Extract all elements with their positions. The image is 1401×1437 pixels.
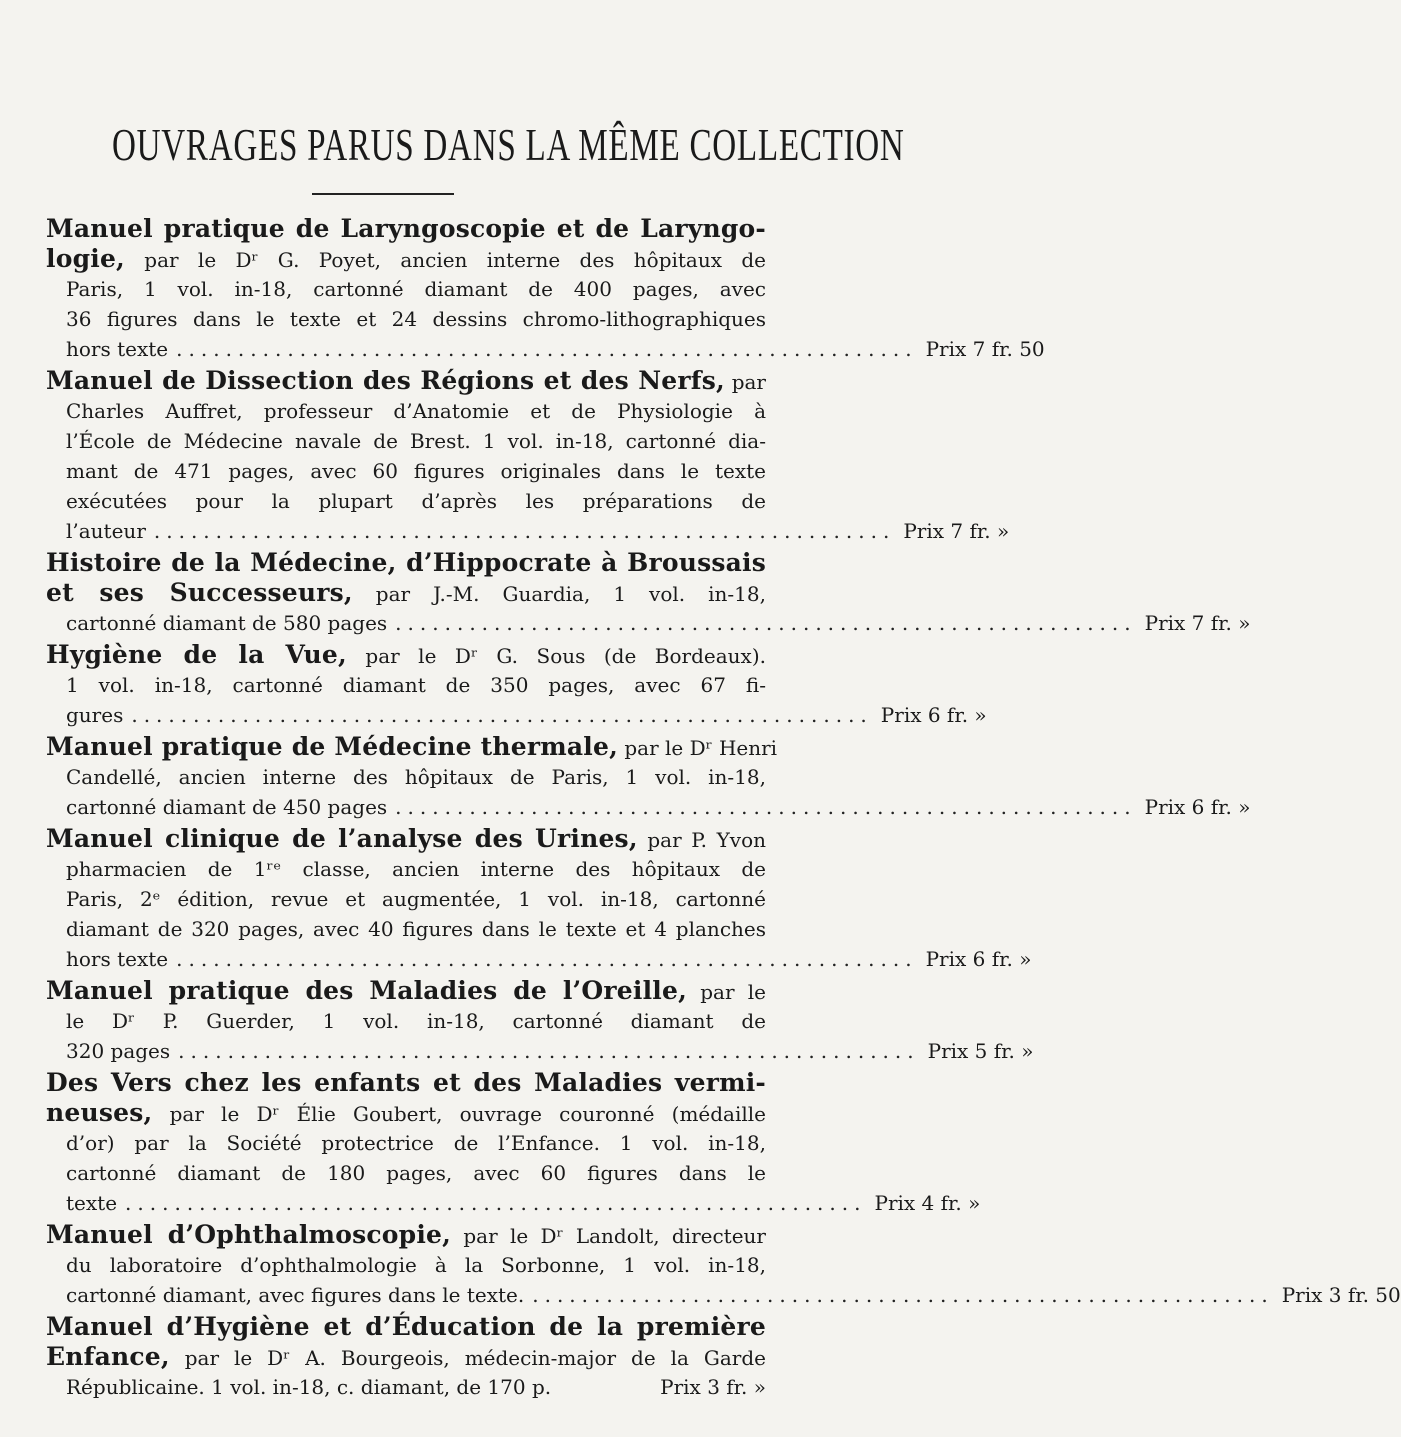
entry-text-line: [46, 396, 766, 426]
entry-price-line: [46, 608, 1251, 638]
entry-price: Prix 4 fr. »: [874, 1191, 981, 1215]
entry-text-line: [46, 1098, 766, 1128]
entry-text: mant de 471 pages, avec 60 figures originales dans le texte: [66, 459, 766, 483]
entry-price-line: [46, 1036, 1034, 1066]
entry-title-tail: par le: [686, 980, 766, 1004]
heading-rule: [312, 193, 454, 195]
entry-text-line: [46, 456, 766, 486]
entry-title-line: [46, 976, 766, 1006]
entry-text-line: [46, 304, 766, 334]
entry-title-line: [46, 732, 778, 762]
entry-price: Prix 3 fr. 50: [1281, 1283, 1401, 1307]
entry-price: Prix 6 fr. »: [925, 947, 1032, 971]
entry-title-tail: par le Dʳ Landolt, directeur: [451, 1224, 766, 1248]
entry-price: Prix 5 fr. »: [927, 1039, 1034, 1063]
entry-text-line: [46, 1158, 766, 1188]
dot-leader: [559, 1372, 652, 1402]
entry-text: par le Dʳ A. Bourgeois, médecin-major de la Garde: [169, 1346, 766, 1370]
entry-title: Manuel d’Hygiène et d’Éducation de la première: [46, 1312, 766, 1341]
entry-title: Manuel de Dissection des Régions et des Nerfs,: [46, 366, 725, 395]
dot-leader: ............................................................: [176, 337, 918, 361]
entry-title-line: [46, 214, 766, 244]
entry-tail-text: texte: [66, 1191, 118, 1215]
entry-text-line: [46, 854, 766, 884]
dot-leader: ............................................................: [532, 1283, 1274, 1307]
entry-price: Prix 6 fr. »: [880, 703, 987, 727]
entry-text: l’École de Médecine navale de Brest. 1 vol. in-18, cartonné dia-: [66, 429, 766, 453]
entry-text-line: [46, 274, 766, 304]
entry-price-line: [46, 1188, 981, 1218]
entry-tail-text: hors texte: [66, 947, 169, 971]
entry-title-line: [46, 1220, 766, 1250]
entry-price: Prix 7 fr. »: [903, 519, 1010, 543]
catalog-entry: [46, 1220, 1401, 1310]
entry-text-line: [46, 1342, 766, 1372]
entry-text: Candellé, ancien interne des hôpitaux de Paris, 1 vol. in-18,: [66, 765, 766, 789]
dot-leader: ............................................................: [153, 519, 896, 543]
catalog-entry: [46, 732, 1251, 822]
entry-text: du laboratoire d’ophthalmologie à la Sorbonne, 1 vol. in-18,: [66, 1253, 766, 1277]
entry-title-tail: par le Dʳ G. Sous (de Bordeaux).: [346, 644, 766, 668]
catalog-entry: [46, 1312, 766, 1402]
dot-leader: ............................................................: [176, 947, 918, 971]
entry-title-line: [46, 366, 766, 396]
entry-text: 36 figures dans le texte et 24 dessins chromo-lithographiques: [66, 307, 766, 331]
entry-tail-text: gures: [66, 703, 124, 727]
catalog-entry: [46, 366, 1010, 546]
entry-text: Paris, 2ᵉ édition, revue et augmentée, 1 vol. in-18, cartonné: [66, 887, 766, 911]
entry-title-line: [46, 548, 766, 578]
catalog-entry: [46, 214, 1045, 364]
entry-text: d’or) par la Société protectrice de l’Enfance. 1 vol. in-18,: [66, 1131, 766, 1155]
dot-leader: ............................................................: [395, 795, 1137, 819]
entry-text: par le Dʳ G. Poyet, ancien interne des hôpitaux de: [124, 248, 766, 272]
entry-text-line: [46, 244, 766, 274]
entry-text: le Dʳ P. Guerder, 1 vol. in-18, cartonné diamant de: [66, 1009, 766, 1033]
entry-text: exécutées pour la plupart d’après les préparations de: [66, 489, 766, 513]
entry-tail-text: cartonné diamant, avec figures dans le texte.: [66, 1283, 525, 1307]
entry-text: diamant de 320 pages, avec 40 figures dans le texte et 4 planches: [66, 917, 766, 941]
entry-text: 1 vol. in-18, cartonné diamant de 350 pages, avec 67 fi-: [66, 673, 766, 697]
entry-text: pharmacien de 1ʳᵉ classe, ancien interne des hôpitaux de: [66, 857, 766, 881]
entry-title: Manuel pratique de Laryngoscopie et de Laryngo-: [46, 214, 766, 243]
entry-text-line: [46, 670, 766, 700]
entry-text-line: [46, 1250, 766, 1280]
entry-price-line: [46, 792, 1251, 822]
entry-tail-text: 320 pages: [66, 1039, 171, 1063]
catalog-entry: [46, 824, 1032, 974]
entry-price: Prix 6 fr. »: [1144, 795, 1251, 819]
entry-title-line: [46, 1068, 766, 1098]
entry-price-line: [46, 1280, 1401, 1310]
entry-title-line: [46, 1312, 766, 1342]
entry-price: Prix 7 fr. »: [1144, 611, 1251, 635]
entry-text-line: [46, 426, 766, 456]
entry-text-line: [46, 1006, 766, 1036]
dot-leader: ............................................................: [178, 1039, 920, 1063]
entry-title: Des Vers chez les enfants et des Maladies vermi-: [46, 1068, 766, 1097]
entry-text: cartonné diamant de 180 pages, avec 60 figures dans le: [66, 1161, 766, 1185]
entry-title: Manuel pratique de Médecine thermale,: [46, 732, 619, 761]
catalog-list: [46, 214, 1401, 1404]
catalog-entry: [46, 976, 1034, 1066]
entry-title-tail: par le Dʳ Henri: [618, 736, 778, 760]
entry-tail-text: cartonné diamant de 450 pages: [66, 795, 388, 819]
entry-text: par le Dʳ Élie Goubert, ouvrage couronné (médaille: [152, 1102, 766, 1126]
entry-tail-text: Républicaine. 1 vol. in-18, c. diamant, de 170 p.: [66, 1375, 552, 1399]
entry-price: Prix 3 fr. »: [660, 1375, 766, 1399]
entry-text-line: [46, 884, 766, 914]
entry-text-line: [46, 914, 766, 944]
entry-title-cont: neuses,: [46, 1098, 153, 1127]
entry-title: Histoire de la Médecine, d’Hippocrate à Broussais: [46, 548, 766, 577]
entry-price-line: [46, 700, 987, 730]
dot-leader: ............................................................: [395, 611, 1137, 635]
entry-text-line: [46, 1128, 766, 1158]
entry-price-line: [46, 334, 1045, 364]
entry-price-line: [46, 1372, 766, 1402]
entry-price: Prix 7 fr. 50: [925, 337, 1045, 361]
entry-text-line: [46, 578, 766, 608]
dot-leader: ............................................................: [131, 703, 873, 727]
dot-leader: ............................................................: [125, 1191, 867, 1215]
entry-text: par J.-M. Guardia, 1 vol. in-18,: [352, 582, 766, 606]
entry-tail-text: hors texte: [66, 337, 169, 361]
entry-title-tail: par: [724, 370, 766, 394]
entry-text: Paris, 1 vol. in-18, cartonné diamant de 400 pages, avec: [66, 277, 766, 301]
entry-text-line: [46, 762, 766, 792]
entry-title-cont: et ses Successeurs,: [46, 578, 353, 607]
entry-title-line: [46, 824, 766, 854]
page-heading: OUVRAGES PARUS DANS LA MÊME COLLECTION: [112, 119, 905, 170]
entry-title-line: [46, 640, 766, 670]
entry-tail-text: l’auteur: [66, 519, 146, 543]
entry-title-cont: Enfance,: [46, 1342, 170, 1371]
catalog-entry: [46, 1068, 981, 1218]
catalog-entry: [46, 548, 1251, 638]
entry-title: Hygiène de la Vue,: [46, 640, 347, 669]
entry-price-line: [46, 944, 1032, 974]
entry-title: Manuel pratique des Maladies de l’Oreille,: [46, 976, 687, 1005]
entry-title-tail: par P. Yvon: [637, 828, 767, 852]
entry-price-line: [46, 516, 1010, 546]
entry-text: Charles Auffret, professeur d’Anatomie et de Physiologie à: [66, 399, 766, 423]
catalog-entry: [46, 640, 987, 730]
entry-text-line: [46, 486, 766, 516]
entry-title: Manuel d’Ophthalmoscopie,: [46, 1220, 452, 1249]
entry-tail-text: cartonné diamant de 580 pages: [66, 611, 388, 635]
entry-title-cont: logie,: [46, 244, 125, 273]
entry-title: Manuel clinique de l’analyse des Urines,: [46, 824, 638, 853]
